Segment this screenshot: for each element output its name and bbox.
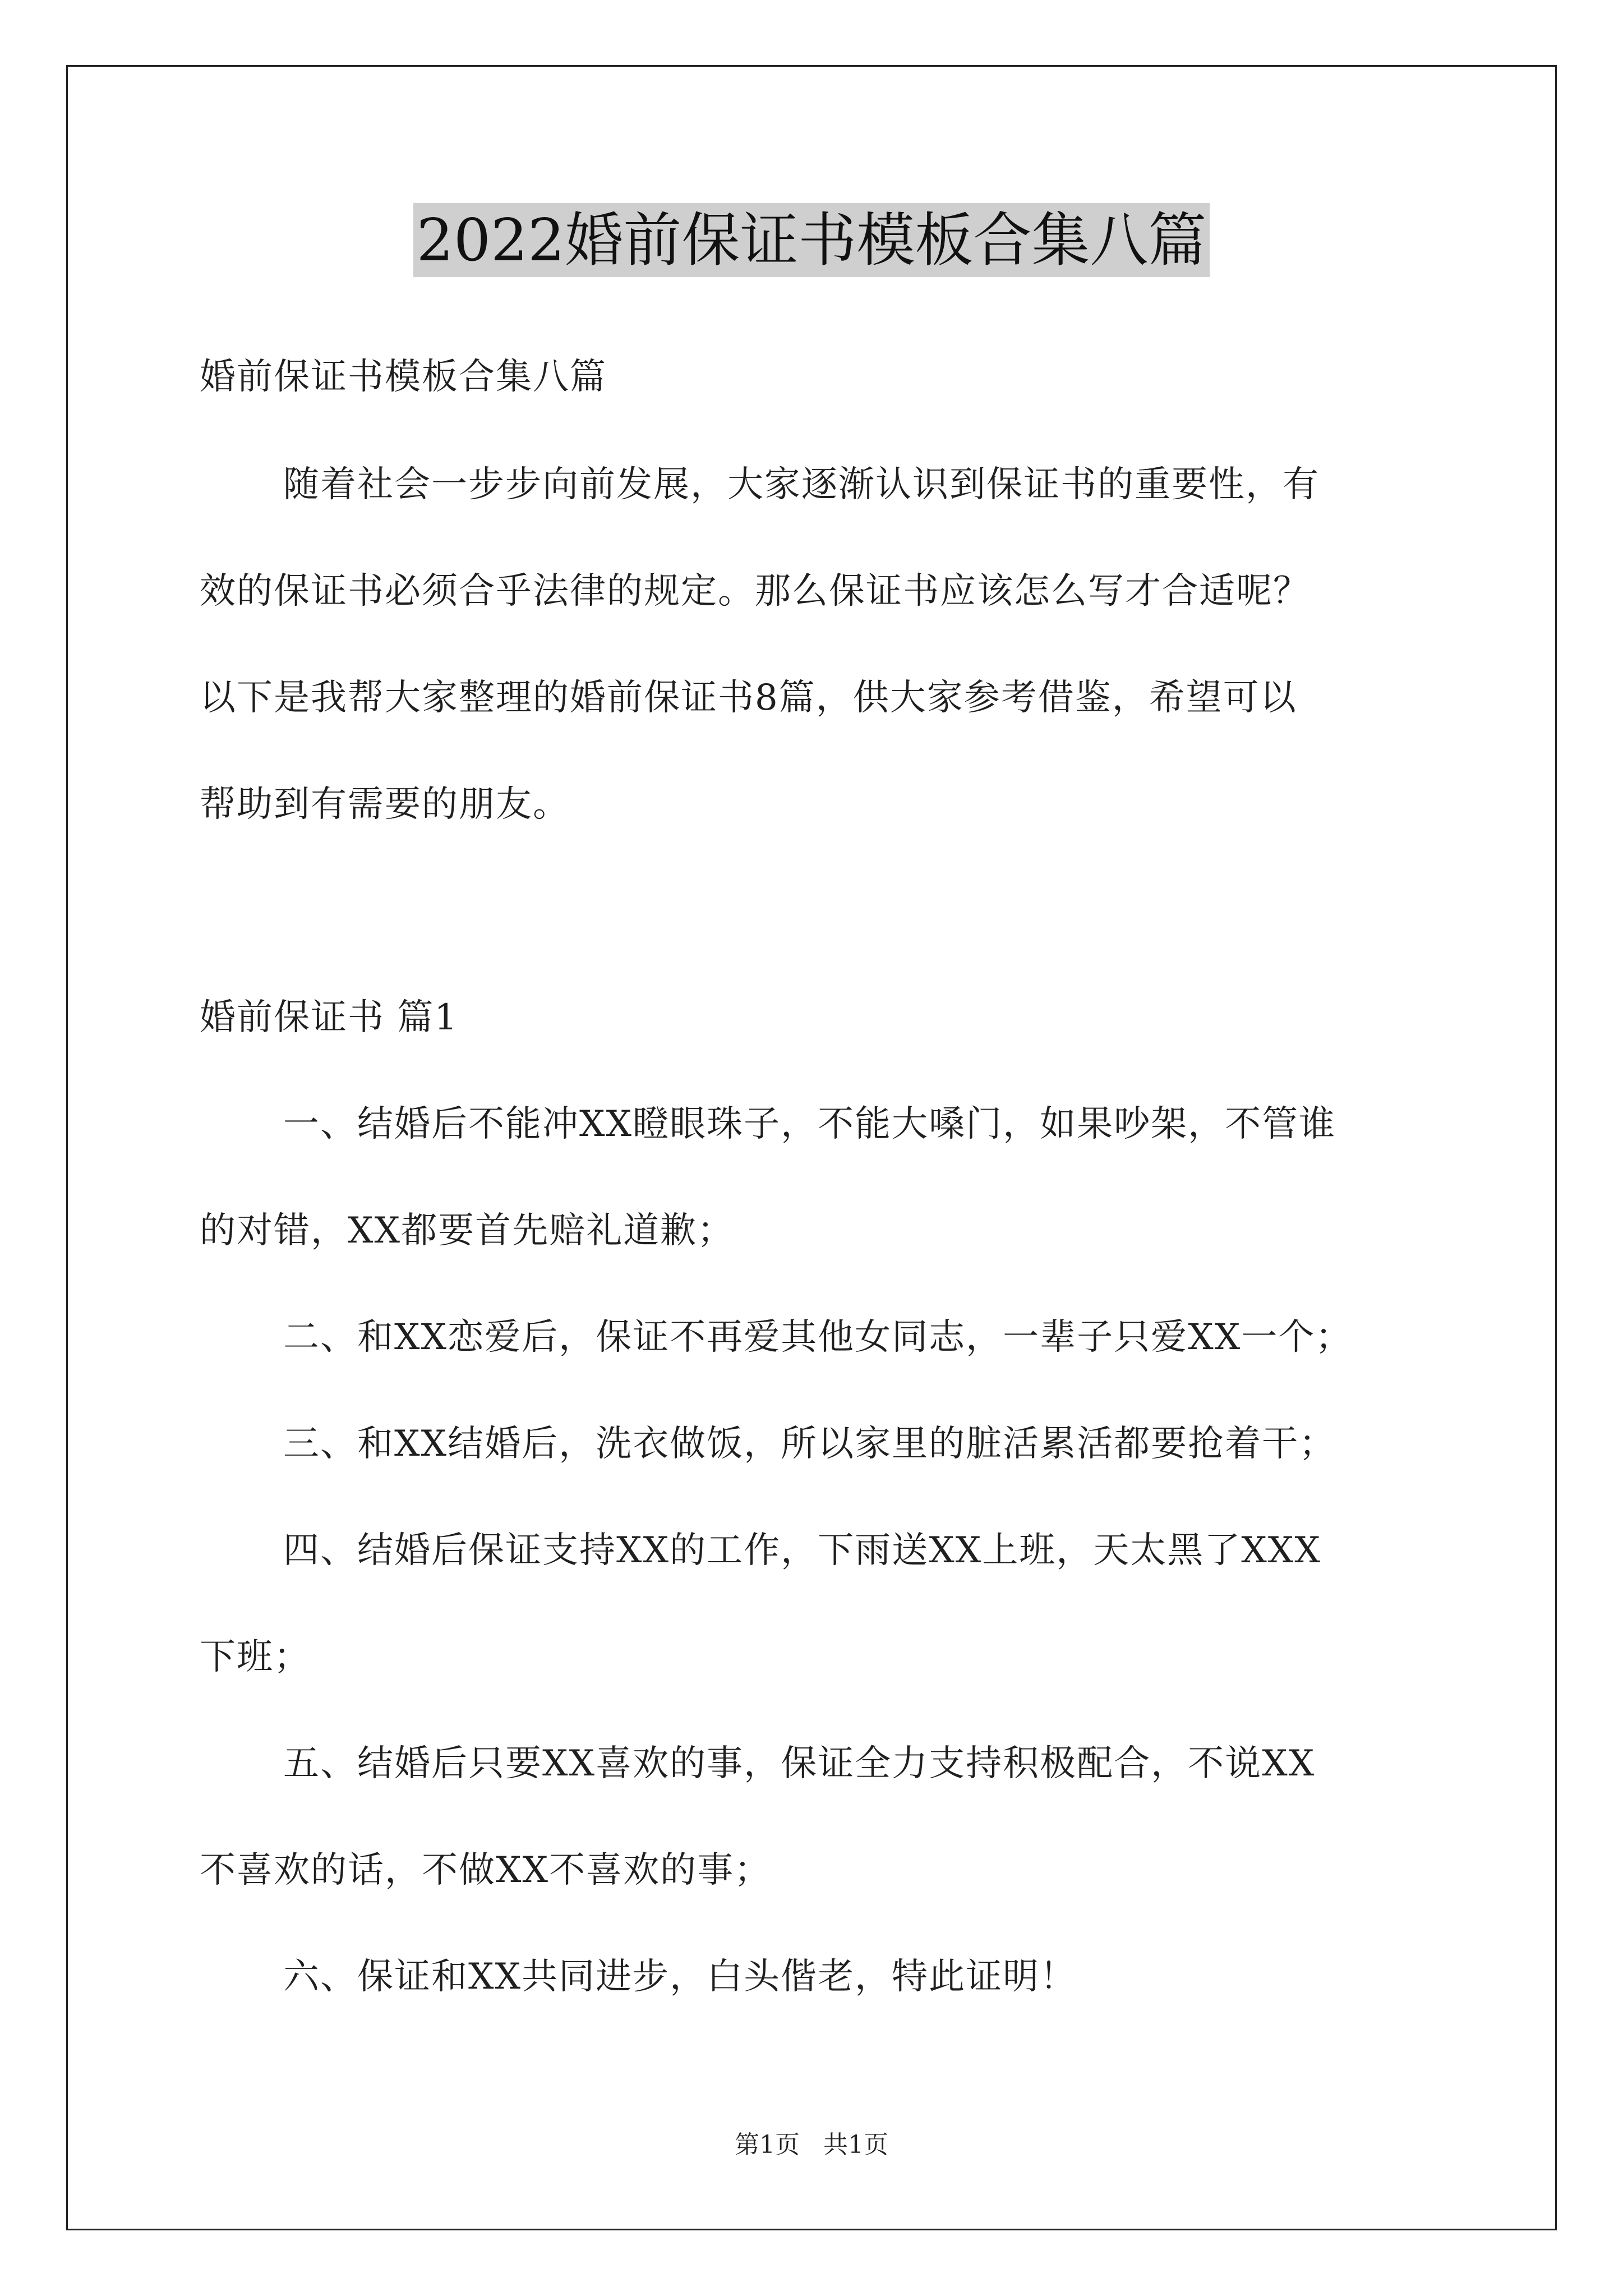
body-line-4: 三、和XX结婚后，洗衣做饭，所以家里的脏活累活都要抢着干；	[283, 1423, 1336, 1465]
body-line-8: 不喜欢的话，不做XX不喜欢的事；	[200, 1849, 772, 1891]
intro-line-2: 效的保证书必须合乎法律的规定。那么保证书应该怎么写才合适呢？	[200, 570, 1310, 612]
body-line-9: 六、保证和XX共同进步，白头偕老，特此证明！	[283, 1956, 1077, 1998]
section-heading: 婚前保证书 篇1	[200, 997, 459, 1038]
body-line-6: 下班；	[200, 1636, 311, 1678]
intro-line-1: 随着社会一步步向前发展，大家逐渐认识到保证书的重要性，有	[283, 464, 1320, 505]
body-line-3: 二、和XX恋爱后，保证不再爱其他女同志，一辈子只爱XX一个；	[283, 1317, 1353, 1358]
page-footer: 第1页 共1页	[735, 2131, 888, 2159]
body-line-2: 的对错，XX都要首先赔礼道歉；	[200, 1210, 735, 1251]
body-line-1: 一、结婚后不能冲XX瞪眼珠子，不能大嗓门，如果吵架，不管谁	[283, 1103, 1336, 1145]
title-container	[0, 203, 1623, 277]
intro-line-3: 以下是我帮大家整理的婚前保证书8篇，供大家参考借鉴，希望可以	[200, 677, 1297, 719]
document-title: 2022婚前保证书模板合集八篇	[413, 203, 1210, 277]
body-line-7: 五、结婚后只要XX喜欢的事，保证全力支持积极配合，不说XX	[283, 1743, 1316, 1784]
document-subtitle: 婚前保证书模板合集八篇	[200, 356, 607, 398]
body-line-5: 四、结婚后保证支持XX的工作，下雨送XX上班，天太黑了XXX	[283, 1530, 1321, 1571]
intro-line-4: 帮助到有需要的朋友。	[200, 784, 570, 825]
